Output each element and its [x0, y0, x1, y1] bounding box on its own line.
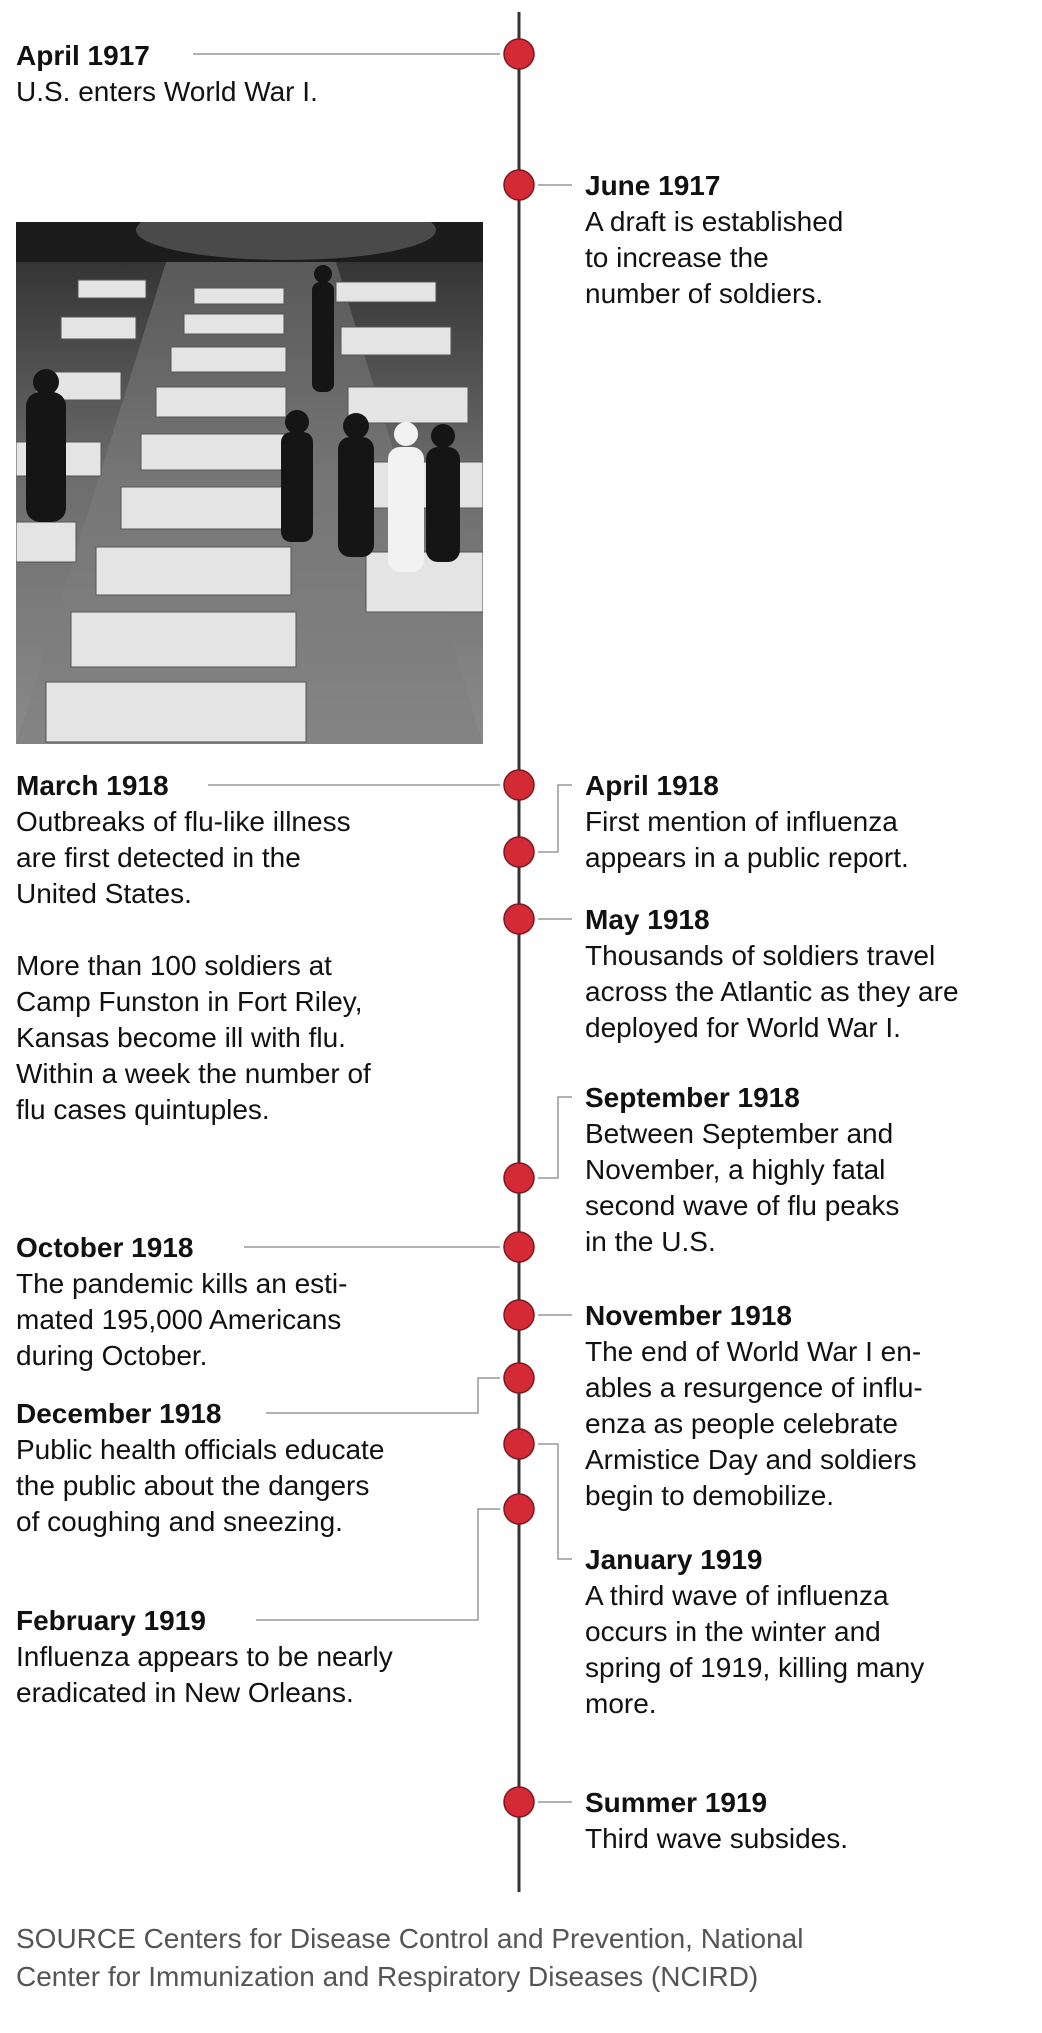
event-date: June 1917 — [585, 170, 721, 201]
timeline-dot-dec1918 — [504, 1363, 534, 1393]
timeline-dot-feb1919 — [504, 1494, 534, 1524]
event-jun-1917 — [585, 168, 1035, 312]
event-may-1918 — [585, 902, 1035, 1046]
event-date: May 1918 — [585, 904, 710, 935]
event-description: U.S. enters World War I. — [16, 76, 318, 107]
event-jan-1919 — [585, 1542, 1035, 1722]
event-date: March 1918 — [16, 770, 169, 801]
event-description: A third wave of influenza occurs in the winter and spring of 1919, killing many more. — [585, 1580, 925, 1719]
event-date: December 1918 — [16, 1398, 222, 1429]
event-description: Outbreaks of flu-like illness are first detected in the United States. — [16, 806, 351, 909]
event-date: October 1918 — [16, 1232, 194, 1263]
event-dec-1918 — [16, 1396, 486, 1540]
event-description: Public health officials educate the public about the dangers of coughing and sneezing. — [16, 1434, 385, 1537]
timeline-dot-jan1919 — [504, 1429, 534, 1459]
connector-apr1918 — [538, 785, 572, 852]
timeline-dot-may1918 — [504, 904, 534, 934]
event-date: February 1919 — [16, 1605, 206, 1636]
timeline-dot-apr1917 — [504, 39, 534, 69]
event-date: April 1918 — [585, 770, 719, 801]
source-note: SOURCE Centers for Disease Control and Prevention, National Center for Immunization and Respiratory Diseases (NCIRD) — [16, 1923, 804, 1992]
timeline-dot-oct1918 — [504, 1232, 534, 1262]
timeline-dot-nov1918 — [504, 1300, 534, 1330]
timeline-dot-mar1918 — [504, 770, 534, 800]
event-summer-1919 — [585, 1785, 1035, 1857]
event-mar-1918 — [16, 768, 486, 1128]
event-date: September 1918 — [585, 1082, 800, 1113]
event-description: Third wave subsides. — [585, 1823, 849, 1854]
event-description: Thousands of soldiers travel across the Atlantic as they are deployed for World War I. — [585, 940, 959, 1043]
event-apr-1918 — [585, 768, 1035, 876]
event-description: The pandemic kills an esti- mated 195,000 Americans during October. — [16, 1268, 348, 1371]
event-date: January 1919 — [585, 1544, 763, 1575]
event-description-extra: More than 100 soldiers at Camp Funston in Fort Riley, Kansas become ill with flu. Within a week the number of flu cases quintuples. — [16, 950, 371, 1125]
event-date: April 1917 — [16, 40, 150, 71]
timeline-dot-sep1918 — [504, 1163, 534, 1193]
event-description: First mention of influenza appears in a public report. — [585, 806, 909, 873]
event-description: The end of World War I en- ables a resurgence of influ- enza as people celebrate Armistice Day and soldiers begin to demobilize. — [585, 1336, 923, 1511]
event-description: Between September and November, a highly fatal second wave of flu peaks in the U.S. — [585, 1118, 900, 1257]
connector-sep1918 — [538, 1097, 572, 1178]
event-description: A draft is established to increase the number of soldiers. — [585, 206, 844, 309]
timeline-dot-sum1919 — [504, 1787, 534, 1817]
timeline-dot-apr1918 — [504, 837, 534, 867]
event-sep-1918 — [585, 1080, 1035, 1260]
event-nov-1918 — [585, 1298, 1035, 1514]
connector-jan1919 — [538, 1444, 572, 1559]
event-date: November 1918 — [585, 1300, 793, 1331]
event-date: Summer 1919 — [585, 1787, 768, 1818]
hospital-ward-photo — [16, 222, 483, 744]
event-description: Influenza appears to be nearly eradicated in New Orleans. — [16, 1641, 393, 1708]
timeline-dot-jun1917 — [504, 170, 534, 200]
event-apr-1917 — [16, 38, 486, 110]
event-oct-1918 — [16, 1230, 486, 1374]
event-feb-1919 — [16, 1603, 486, 1711]
